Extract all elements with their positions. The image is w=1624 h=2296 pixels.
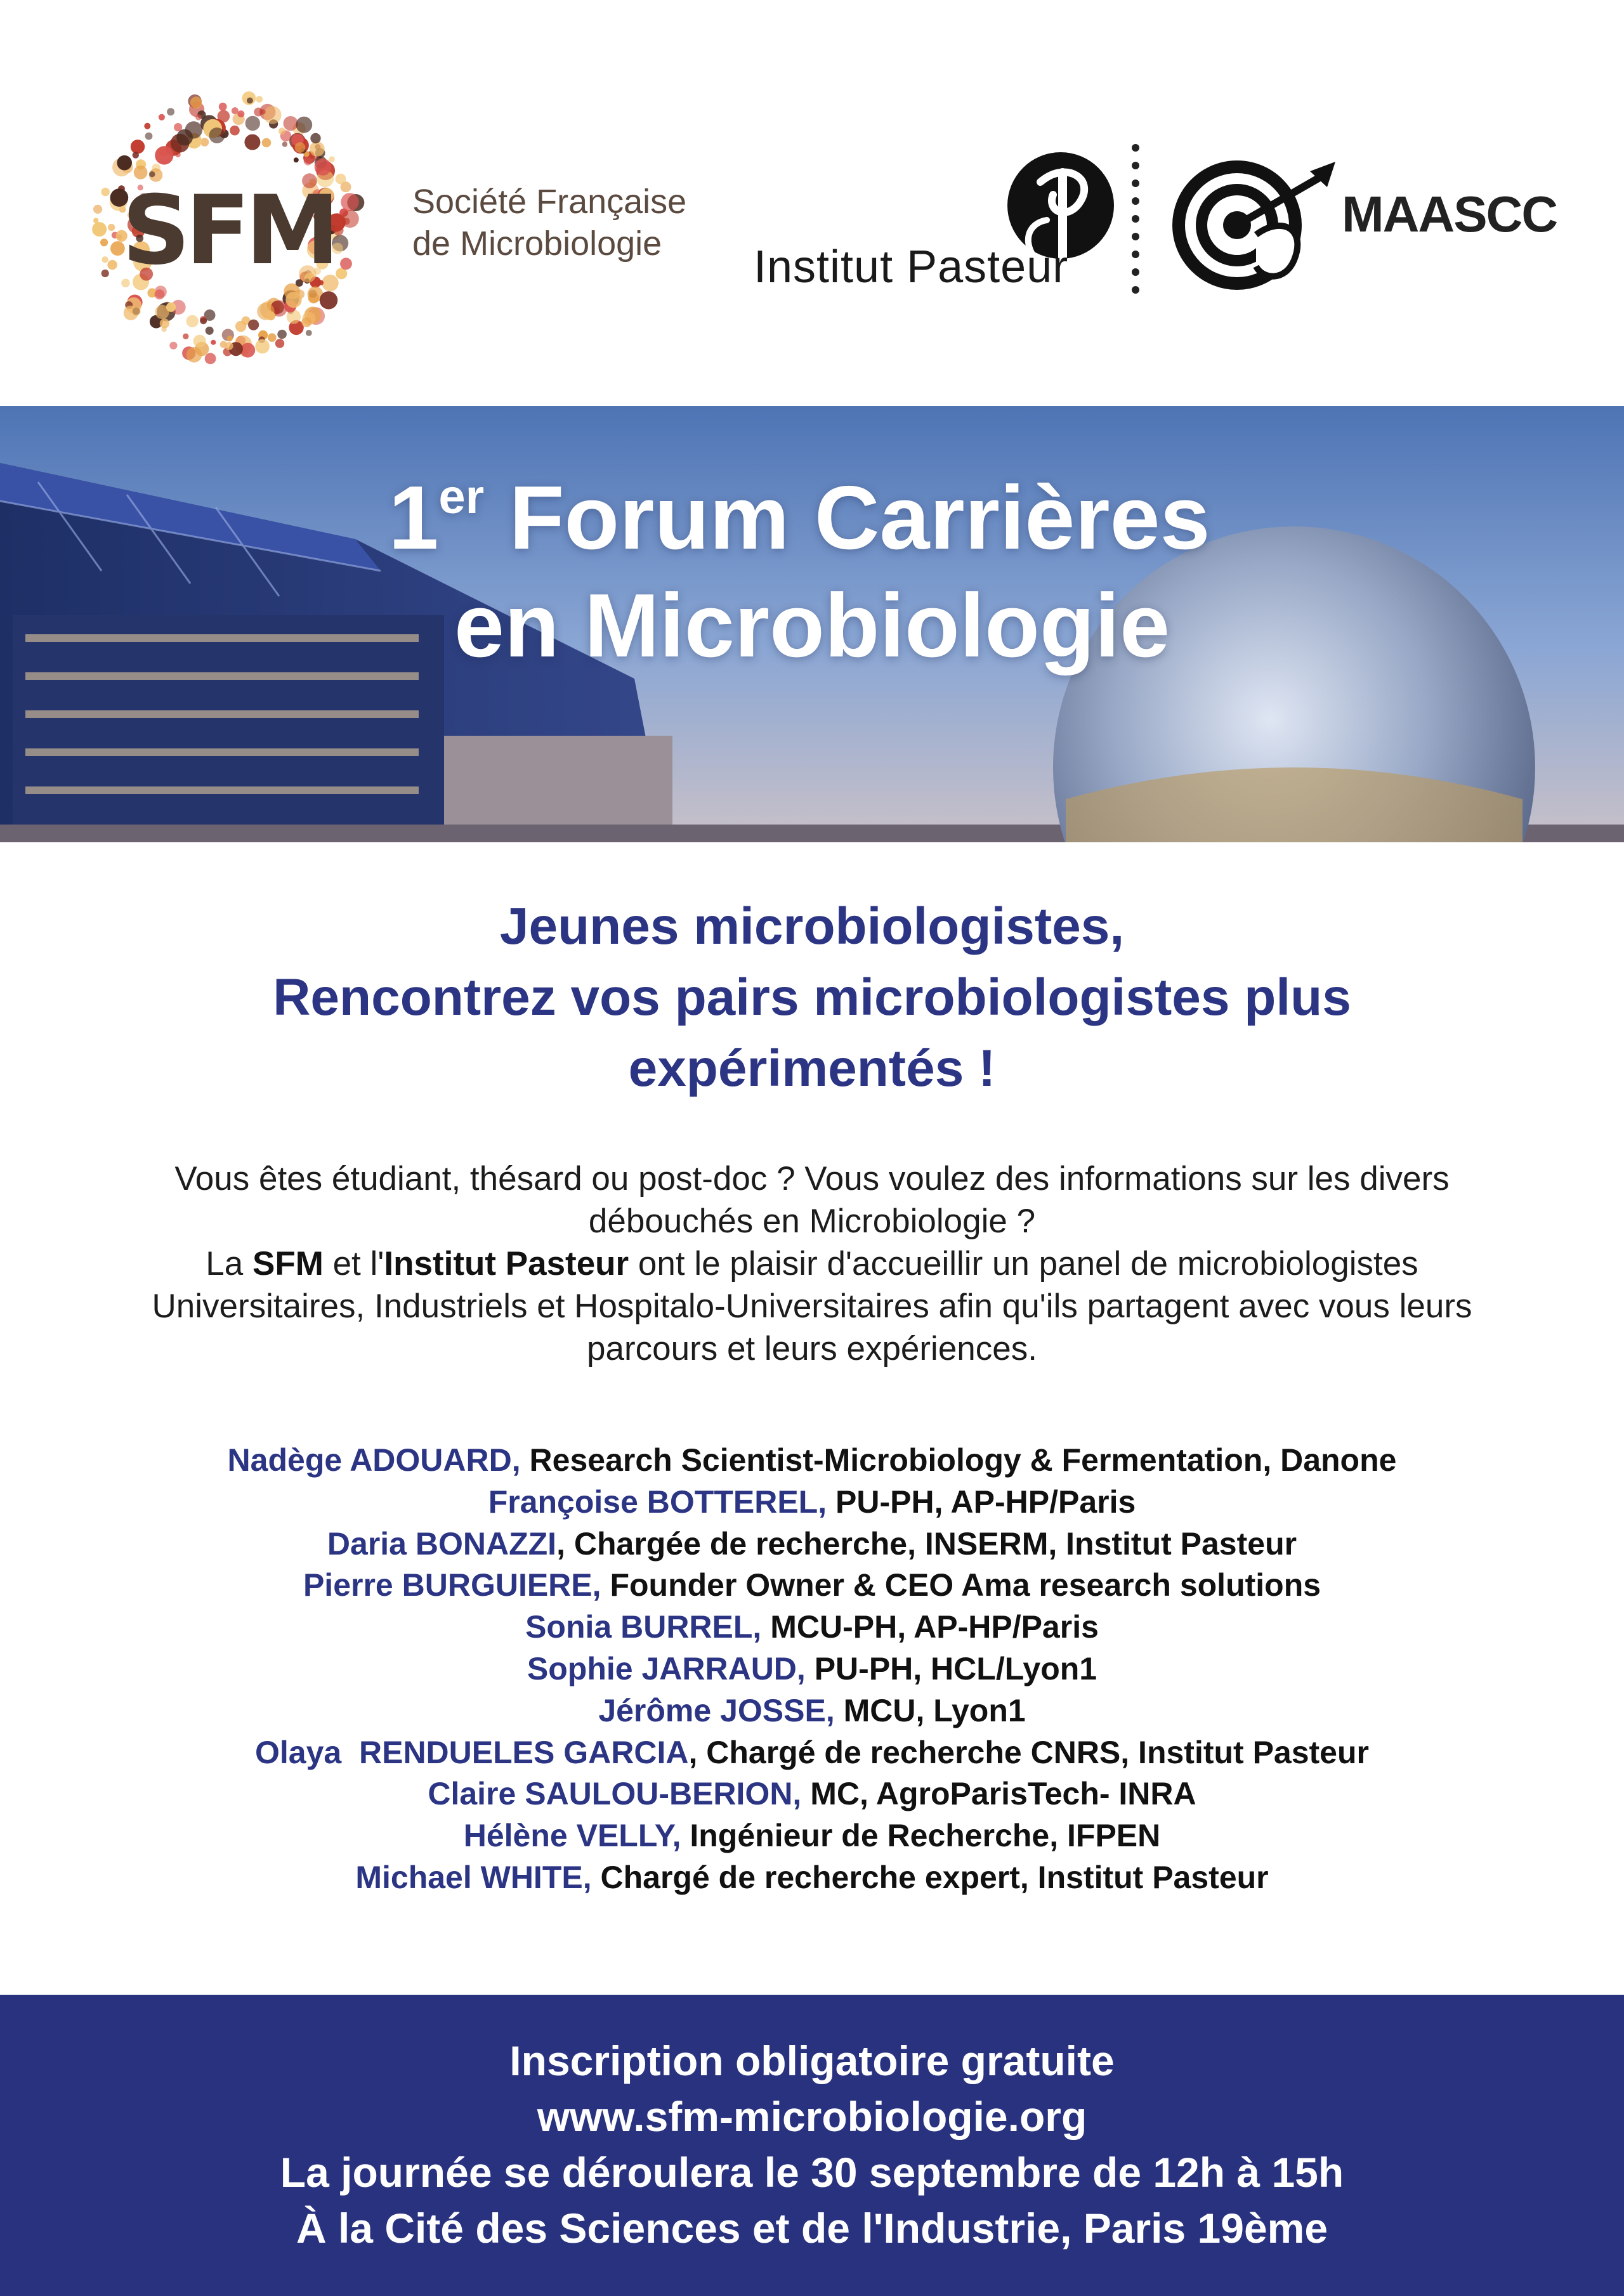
sfm-full-name (412, 181, 686, 264)
speaker-role: Founder Owner & CEO Ama research solutions (601, 1567, 1321, 1603)
sfm-ring-dot (301, 317, 311, 327)
sfm-ring-dot (315, 159, 332, 176)
sfm-ring-dot (167, 108, 174, 115)
sfm-ring-dot (275, 339, 284, 348)
intro-paragraph (89, 1158, 1535, 1370)
sfm-ring-dot (310, 141, 325, 157)
list-item (0, 1607, 1624, 1648)
sfm-ring-dot (93, 218, 98, 223)
sfm-ring-dot (310, 133, 320, 143)
sfm-ring-dot (117, 155, 132, 171)
sfm-ring-dot (237, 110, 244, 117)
speaker-role: MC, AgroParisTech- INRA (801, 1776, 1196, 1812)
sfm-ring-dot (268, 333, 277, 342)
sfm-ring-dot (144, 123, 150, 129)
sfm-ring-dot (209, 127, 225, 143)
sfm-ring-dot (166, 303, 176, 312)
sfm-ring-dot (306, 330, 312, 336)
speaker-role: PU-PH, AP-HP/Paris (827, 1484, 1136, 1520)
speaker-role: Chargé de recherche expert, Institut Pasteur (591, 1859, 1269, 1895)
intro-line3 (89, 1243, 1535, 1285)
sfm-ring-dot (200, 317, 207, 324)
sfm-ring-dot (227, 336, 233, 341)
headline-line1: Jeunes microbiologistes, (499, 897, 1125, 955)
sfm-ring-icon (70, 73, 387, 384)
sfm-ring-dot (277, 330, 287, 339)
sfm-ring-dot (230, 126, 240, 136)
title-ordinal: 1 (388, 467, 439, 568)
sfm-ring-dot (260, 109, 266, 115)
maascc-name: MAASCC (1342, 186, 1557, 242)
list-item (0, 1773, 1624, 1815)
sfm-ring-dot (225, 342, 233, 350)
speaker-name: Jérôme JOSSE, (598, 1692, 835, 1728)
sfm-ring-dot (187, 347, 202, 363)
speaker-name: Pierre BURGUIERE, (303, 1567, 601, 1603)
sfm-logo (70, 73, 387, 384)
speaker-name: Olaya RENDUELES GARCIA (255, 1734, 689, 1770)
intro-line3-c: et l' (323, 1245, 384, 1282)
sfm-ring-dot (155, 289, 165, 299)
title-ordinal-sup: er (438, 470, 485, 524)
speaker-name: Claire SAULOU-BERION, (428, 1776, 802, 1812)
sfm-logo-text: SFM (122, 176, 335, 286)
sfm-ring-dot (329, 156, 335, 162)
sfm-ring-dot (195, 114, 201, 120)
headline (0, 891, 1624, 1104)
sfm-ring-dot (246, 116, 260, 131)
sfm-ring-dot (93, 205, 102, 214)
sfm-ring-dot (336, 174, 346, 185)
speaker-role: , Chargée de recherche, INSERM, Institut Pasteur (556, 1525, 1297, 1562)
sfm-ring-dot (92, 222, 107, 237)
banner-title-line2: en Microbiologie (454, 575, 1170, 676)
sfm-ring-dot (205, 353, 216, 364)
sfm-ring-dot (131, 140, 145, 153)
sfm-ring-dot (161, 327, 166, 332)
sfm-ring-dot (278, 127, 285, 134)
target-arrow-icon (1161, 152, 1345, 292)
banner-title-line1 (0, 464, 1624, 572)
speaker-name: Nadège ADOUARD, (227, 1442, 521, 1478)
intro-line3-a: La (206, 1245, 252, 1282)
sfm-ring-dot (341, 193, 358, 211)
speaker-role: MCU-PH, AP-HP/Paris (761, 1609, 1099, 1645)
logo-divider (1130, 143, 1141, 301)
sfm-ring-dot (107, 260, 117, 270)
speaker-name: Michael WHITE, (355, 1859, 592, 1895)
pasteur-name: Institut Pasteur (754, 242, 1069, 292)
sfm-ring-dot (248, 320, 259, 330)
sfm-ring-dot (211, 340, 216, 345)
sfm-ring-dot (190, 96, 202, 108)
speaker-name: Françoise BOTTEREL, (488, 1484, 827, 1520)
footer-website-link[interactable]: www.sfm-microbiologie.org (537, 2093, 1087, 2140)
title-line1-rest: Forum Carrières (484, 467, 1210, 568)
sfm-ring-dot (200, 138, 209, 146)
sfm-ring-dot (145, 133, 153, 140)
sfm-ring-dot (341, 210, 359, 228)
list-item (0, 1815, 1624, 1857)
intro-line4: Universitaires, Industriels et Hospitalo-Universitaires afin qu'ils partagent avec vous leurs (152, 1288, 1472, 1325)
sfm-ring-dot (133, 152, 139, 158)
speaker-name: Sophie JARRAUD, (527, 1650, 806, 1686)
sfm-ring-dot (102, 188, 110, 196)
sfm-ring-dot (108, 224, 115, 231)
intro-line3-e: ont le plaisir d'accueillir un panel de microbiologistes (629, 1245, 1418, 1282)
banner (0, 406, 1624, 842)
sfm-ring-dot (304, 157, 312, 165)
sfm-ring-dot (206, 327, 214, 335)
sfm-ring-dot (263, 106, 281, 124)
sfm-ring-dot (155, 146, 173, 164)
sfm-ring-dot (285, 292, 301, 308)
speaker-name: Daria BONAZZI (327, 1525, 557, 1562)
sfm-ring-dot (256, 96, 263, 103)
intro-sfm-bold: SFM (252, 1245, 324, 1282)
footer-registration: Inscription obligatoire gratuite (509, 2037, 1115, 2084)
speaker-role: Research Scientist-Microbiology & Fermentation, Danone (520, 1442, 1397, 1478)
list-item (0, 1523, 1624, 1565)
sfm-ring-dot (282, 141, 287, 147)
sfm-ring-dot (100, 238, 108, 246)
sfm-ring-dot (284, 116, 298, 131)
footer-date: La journée se déroulera le 30 septembre de 12h à 15h (280, 2149, 1344, 2196)
sfm-ring-dot (169, 342, 177, 349)
sfm-ring-dot (294, 157, 299, 162)
sfm-ring-dot (296, 117, 312, 133)
sfm-ring-dot (340, 258, 352, 270)
sfm-ring-dot (159, 114, 165, 121)
sfm-ring-dot (247, 98, 253, 104)
list-item (0, 1690, 1624, 1732)
sfm-ring-dot (255, 339, 270, 354)
sfm-ring-dot (102, 256, 108, 263)
headline-line3: expérimentés ! (628, 1040, 996, 1097)
list-item (0, 1482, 1624, 1523)
intro-line5: parcours et leurs expériences. (587, 1330, 1037, 1367)
speaker-role: PU-PH, HCL/Lyon1 (805, 1650, 1097, 1686)
sfm-ring-dot (176, 129, 193, 146)
sfm-ring-dot (183, 334, 188, 339)
sfm-ring-dot (295, 142, 306, 153)
banner-title (0, 464, 1624, 680)
speaker-name: Hélène VELLY, (463, 1818, 681, 1854)
footer-band (0, 1995, 1624, 2296)
headline-line2: Rencontrez vos pairs microbiologistes plus (273, 969, 1351, 1026)
speaker-role: MCU, Lyon1 (834, 1692, 1026, 1728)
speaker-name: Sonia BURREL, (525, 1609, 762, 1645)
sfm-ring-dot (193, 335, 206, 348)
list-item (0, 1732, 1624, 1774)
sfm-ring-dot (132, 307, 141, 316)
sfm-ring-dot (187, 315, 199, 327)
sfm-ring-dot (219, 103, 227, 111)
list-item (0, 1857, 1624, 1899)
sfm-ring-dot (262, 138, 272, 148)
sfm-name-line2: de Microbiologie (412, 225, 662, 263)
speaker-role: , Chargé de recherche CNRS, Institut Pasteur (688, 1734, 1369, 1770)
sfm-ring-dot (320, 291, 337, 309)
sfm-ring-dot (102, 270, 109, 277)
intro-line1: Vous êtes étudiant, thésard ou post-doc ? Vous voulez des informations sur les divers (174, 1160, 1450, 1197)
intro-pasteur-bold: Institut Pasteur (384, 1245, 629, 1282)
list-item (0, 1565, 1624, 1607)
sfm-ring-dot (244, 134, 260, 150)
footer-text (0, 2033, 1624, 2256)
intro-line2: débouchés en Microbiologie ? (588, 1203, 1036, 1240)
speaker-list (0, 1440, 1624, 1899)
footer-venue: À la Cité des Sciences et de l'Industrie, Paris 19ème (296, 2205, 1328, 2252)
speaker-role: Ingénieur de Recherche, IFPEN (681, 1818, 1161, 1854)
sfm-name-line1: Société Française (412, 183, 687, 221)
list-item (0, 1440, 1624, 1482)
list-item (0, 1648, 1624, 1690)
sfm-ring-dot (266, 311, 275, 320)
